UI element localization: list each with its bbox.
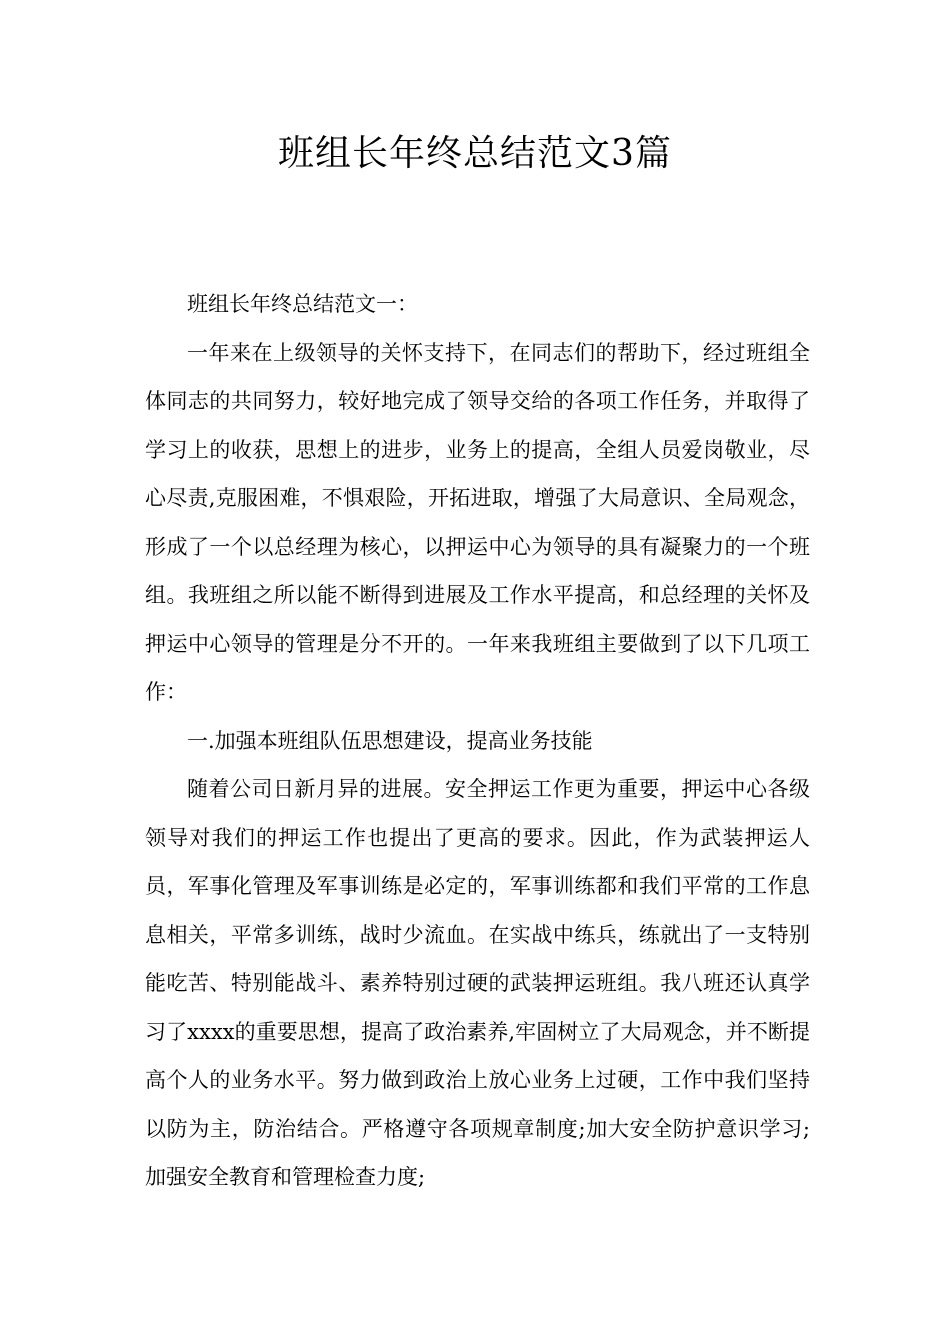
paragraph-body: 随着公司日新月异的进展。安全押运工作更为重要，押运中心各级领导对我们的押运工作也提出了更高的要求。因此，作为武装押运人员，军事化管理及军事训练是必定的，军事训练都和我们平常的工作息息相关，平常多训练，战时少流血。在实战中练兵，练就出了一支特别能吃苦、特别能战斗、素养特别过硬的武装押运班组。我八班还认真学习了xxxx的重要思想，提高了政治素养,牢固树立了大局观念，并不断提高个人的业务水平。努力做到政治上放心业务上过硬，工作中我们坚持以防为主，防治结合。严格遵守各项规章制度;加大安全防护意识学习;加强安全教育和管理检查力度; [145,777,810,1189]
paragraph-subheading: 一.加强本班组队伍思想建设，提高业务技能 [187,728,593,753]
paragraph-intro: 一年来在上级领导的关怀支持下，在同志们的帮助下，经过班组全体同志的共同努力，较好地完成了领导交给的各项工作任务，并取得了学习上的收获，思想上的进步，业务上的提高，全组人员爱岗敬业，尽心尽责,克服困难，不惧艰险，开拓进取，增强了大局意识、全局观念，形成了一个以总经理为核心，以押运中心为领导的具有凝聚力的一个班组。我班组之所以能不断得到进展及工作水平提高，和总经理的关怀及押运中心领导的管理是分不开的。一年来我班组主要做到了以下几项工作： [145,340,810,704]
document-body [145,280,810,1202]
paragraph-section-heading: 班组长年终总结范文一： [187,292,418,316]
document-title: 班组长年终总结范文3篇 [278,133,672,174]
